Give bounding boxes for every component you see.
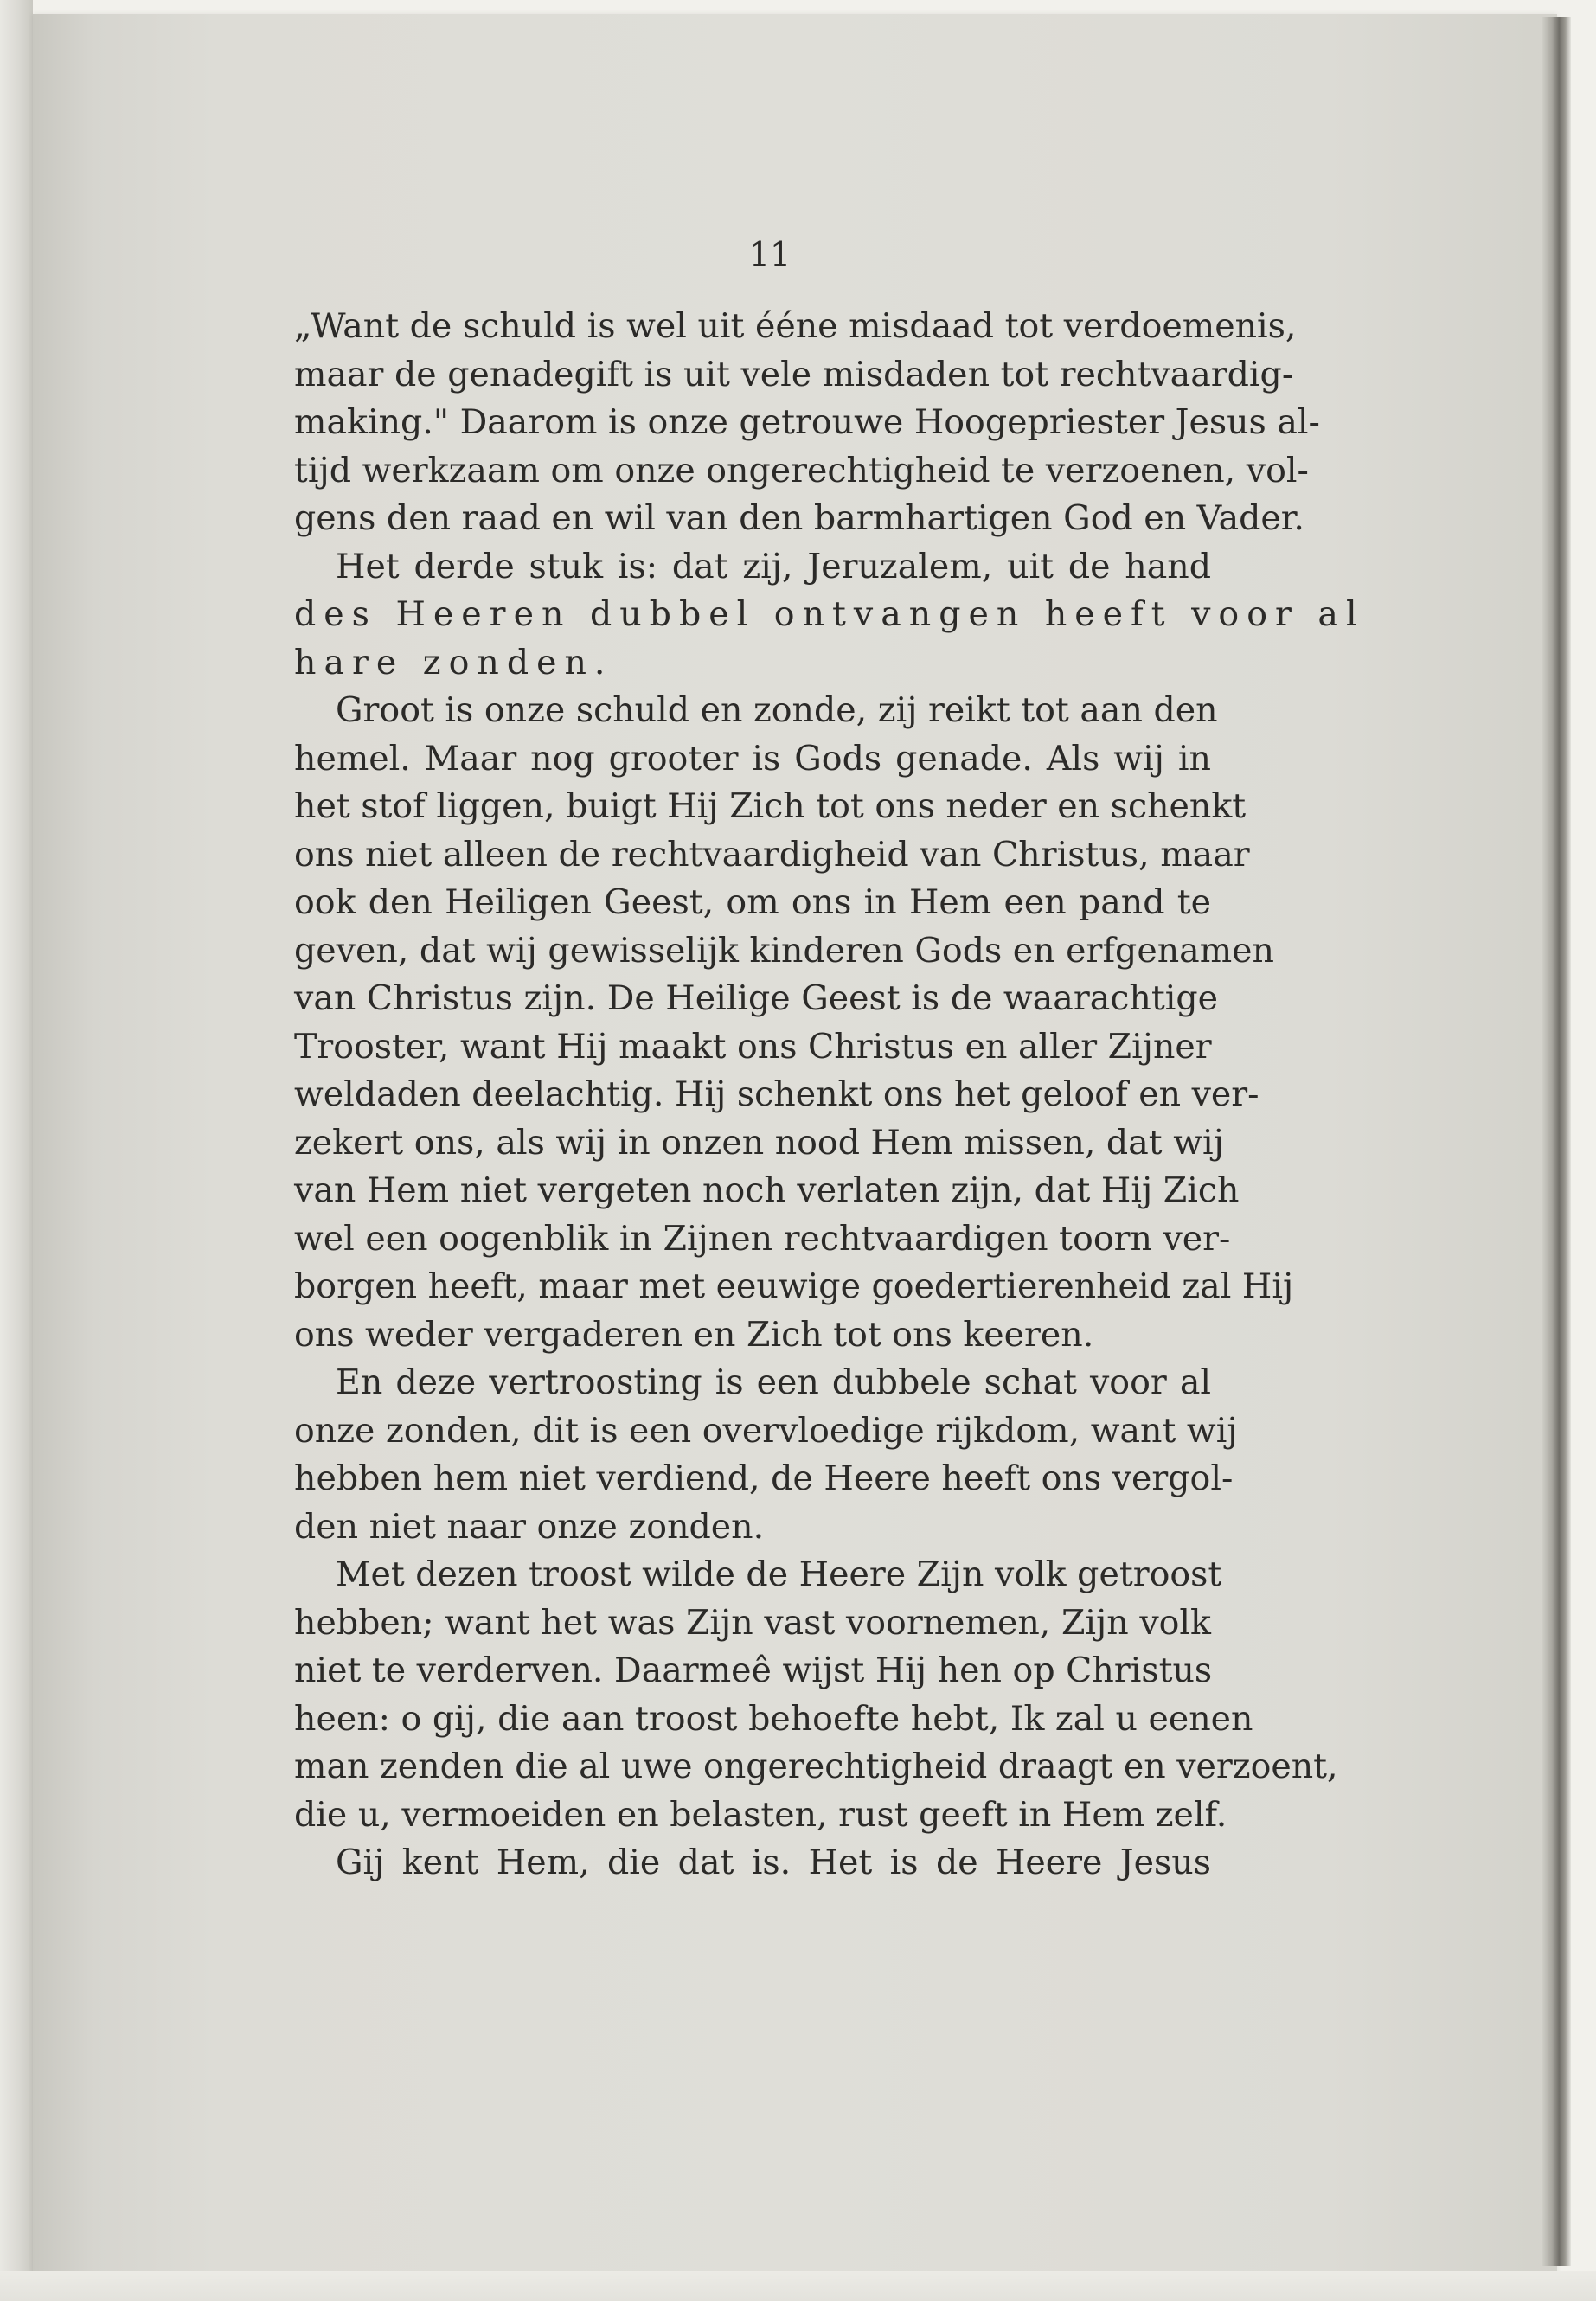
- text-line: En deze vertroosting is een dubbele schat voor al: [336, 1362, 1211, 1402]
- text-line: tijd werkzaam om onze ongerechtigheid te verzoenen, vol-: [294, 450, 1309, 490]
- text-line: die u, vermoeiden en belasten, rust geeft in Hem zelf.: [294, 1794, 1227, 1835]
- text-line: Gij kent Hem, die dat is. Het is de Heere Jesus: [336, 1843, 1211, 1882]
- text-line: ons weder vergaderen en Zich tot ons keeren.: [294, 1314, 1094, 1355]
- text-line: Het derde stuk is: dat zij, Jeruzalem, uit de hand: [336, 546, 1211, 586]
- text-line: making." Daarom is onze getrouwe Hoogepriester Jesus al-: [294, 402, 1320, 442]
- page-number: 11: [748, 235, 792, 273]
- text-line: weldaden deelachtig. Hij schenkt ons het geloof en ver-: [294, 1074, 1259, 1114]
- text-line: man zenden die al uwe ongerechtigheid draagt en verzoent,: [294, 1747, 1338, 1786]
- body-text: [294, 303, 1365, 1888]
- text-line: gens den raad en wil van den barmhartigen God en Vader.: [294, 498, 1304, 538]
- text-line: zekert ons, als wij in onzen nood Hem missen, dat wij: [294, 1122, 1224, 1163]
- text-line: van Hem niet vergeten noch verlaten zijn, dat Hij Zich: [294, 1170, 1240, 1210]
- text-line-emphasis: hare zonden.: [294, 642, 613, 683]
- text-line: Met dezen troost wilde de Heere Zijn volk getroost: [336, 1554, 1222, 1594]
- text-line: borgen heeft, maar met eeuwige goedertierenheid zal Hij: [294, 1266, 1294, 1306]
- text-line: heen: o gij, die aan troost behoefte hebt, Ik zal u eenen: [294, 1698, 1253, 1739]
- text-line: onze zonden, dit is een overvloedige rijkdom, want wij: [294, 1410, 1238, 1451]
- text-line: hebben; want het was Zijn vast voornemen, Zijn volk: [294, 1602, 1211, 1643]
- text-line: ook den Heiligen Geest, om ons in Hem een pand te: [294, 882, 1211, 922]
- text-line-emphasis: des Heeren dubbel ontvangen heeft voor al: [294, 594, 1365, 634]
- text-line: Groot is onze schuld en zonde, zij reikt tot aan den: [336, 690, 1218, 730]
- text-line: den niet naar onze zonden.: [294, 1506, 765, 1547]
- text-line: ons niet alleen de rechtvaardigheid van Christus, maar: [294, 834, 1250, 875]
- text-line: het stof liggen, buigt Hij Zich tot ons neder en schenkt: [294, 786, 1247, 826]
- text-line: hemel. Maar nog grooter is Gods genade. Als wij in: [294, 738, 1211, 779]
- text-line: „Want de schuld is wel uit ééne misdaad tot verdoemenis,: [294, 306, 1297, 346]
- text-line: maar de genadegift is uit vele misdaden tot rechtvaardig-: [294, 354, 1294, 394]
- text-line: wel een oogenblik in Zijnen rechtvaardigen toorn ver-: [294, 1218, 1231, 1259]
- scan-margin-left: [0, 0, 33, 2301]
- scan-margin-bottom: [0, 2271, 1596, 2301]
- page-binding-edge: [1542, 17, 1571, 2266]
- text-line: geven, dat wij gewisselijk kinderen Gods en erfgenamen: [294, 930, 1274, 971]
- text-line: niet te verderven. Daarmeê wijst Hij hen op Christus: [294, 1650, 1213, 1690]
- text-line: hebben hem niet verdiend, de Heere heeft ons vergol-: [294, 1458, 1234, 1498]
- text-line: Trooster, want Hij maakt ons Christus en aller Zijner: [294, 1026, 1212, 1067]
- text-line: van Christus zijn. De Heilige Geest is de waarachtige: [294, 978, 1218, 1018]
